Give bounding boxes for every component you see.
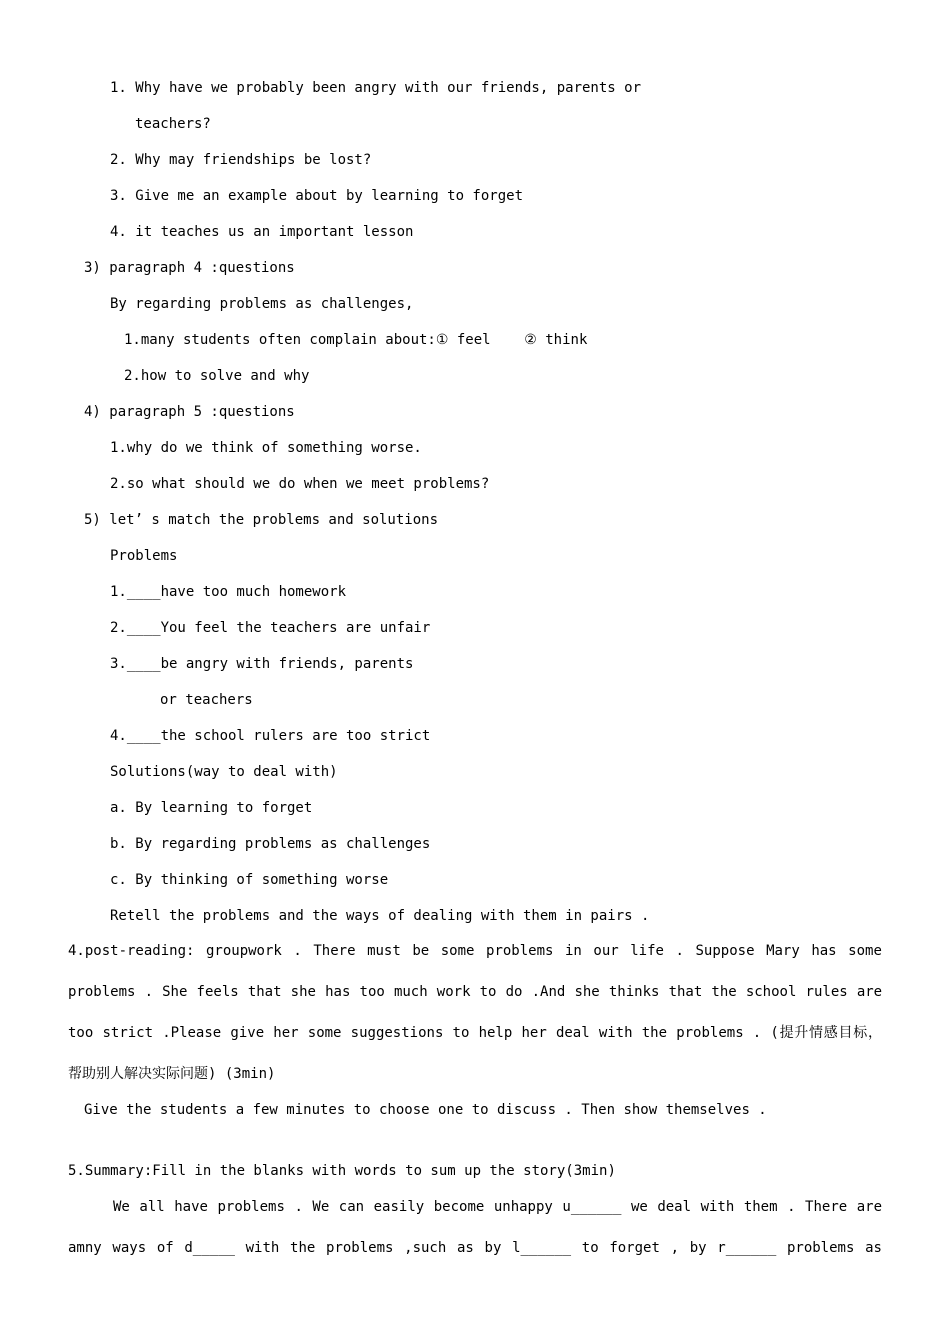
paragraph-5-item-2: 2.so what should we do when we meet problems? — [110, 476, 490, 492]
word: that — [668, 984, 703, 1000]
word: her — [273, 1025, 299, 1041]
word: feels — [196, 984, 239, 1000]
discussion-instruction: Give the students a few minutes to choose one to discuss . Then show themselves . — [84, 1102, 767, 1118]
question-4: 4. it teaches us an important lesson — [110, 224, 414, 240]
problem-4: 4.____the school rulers are too strict — [110, 728, 431, 744]
word: . — [144, 984, 153, 1000]
problem-3-continued: or teachers — [160, 692, 253, 708]
word: to — [452, 1025, 470, 1041]
solutions-label: Solutions(way to deal with) — [110, 764, 338, 780]
word: deal — [555, 1025, 590, 1041]
word: have — [174, 1199, 208, 1215]
word: problems — [786, 1240, 855, 1256]
word: can — [338, 1199, 365, 1215]
word: by — [689, 1240, 707, 1256]
word: are — [856, 1199, 883, 1215]
word: unhappy — [493, 1199, 553, 1215]
word: all — [139, 1199, 165, 1215]
question-1-continued: teachers? — [135, 116, 211, 132]
word: There — [313, 943, 356, 959]
word: amny — [68, 1240, 102, 1256]
word: she — [290, 984, 316, 1000]
word: our — [593, 943, 619, 959]
word: problems — [486, 943, 554, 959]
word: .And — [531, 984, 566, 1000]
word: by — [484, 1240, 502, 1256]
word: them — [743, 1199, 778, 1215]
post-reading-line-3 — [68, 1023, 882, 1043]
word: do — [505, 984, 523, 1000]
paragraph-5-item-1: 1.why do we think of something worse. — [110, 440, 422, 456]
summary-heading: 5.Summary:Fill in the blanks with words to sum up the story(3min) — [68, 1163, 616, 1179]
word: suggestions — [350, 1025, 444, 1041]
word: d_____ — [184, 1240, 235, 1256]
word: l______ — [512, 1240, 572, 1256]
word: help — [478, 1025, 513, 1041]
question-2: 2. Why may friendships be lost? — [110, 152, 372, 168]
word: that — [247, 984, 282, 1000]
word: problems — [68, 984, 136, 1000]
word: We — [312, 1199, 330, 1215]
word: (提升情感目标， — [770, 1025, 882, 1041]
word: problems — [676, 1025, 744, 1041]
word: easily — [373, 1199, 425, 1215]
retell-instruction: Retell the problems and the ways of dealing with them in pairs . — [110, 908, 650, 924]
word: . — [752, 1025, 762, 1041]
word: in — [565, 943, 582, 959]
word: the — [641, 1025, 668, 1041]
word: some — [440, 943, 475, 959]
match-heading: 5) let’ s match the problems and solutions — [84, 512, 439, 528]
word: are — [856, 984, 883, 1000]
paragraph-4-item-2: 2.how to solve and why — [124, 368, 310, 384]
word: give — [230, 1025, 265, 1041]
word: 4.post-reading: — [68, 943, 195, 959]
problem-3: 3.____be angry with friends, parents — [110, 656, 414, 672]
word: to — [479, 984, 497, 1000]
word: . — [787, 1199, 796, 1215]
post-reading-line-4: 帮助别人解决实际问题) (3min) — [68, 1066, 276, 1082]
solution-a: a. By learning to forget — [110, 800, 313, 816]
summary-line-1 — [113, 1197, 882, 1217]
word: has — [811, 943, 837, 959]
problems-label: Problems — [110, 548, 178, 564]
word: the — [290, 1240, 316, 1256]
post-reading-line-1 — [68, 941, 882, 961]
word: thinks — [608, 984, 660, 1000]
word: We — [113, 1199, 130, 1215]
problem-2: 2.____You feel the teachers are unfair — [110, 620, 431, 636]
word: . — [675, 943, 684, 959]
word: too — [68, 1025, 94, 1041]
word: strict — [102, 1025, 154, 1041]
word: groupwork — [205, 943, 282, 959]
word: as — [456, 1240, 474, 1256]
word: we — [630, 1199, 648, 1215]
word: problems — [326, 1240, 394, 1256]
word: of — [156, 1240, 174, 1256]
post-reading-line-2 — [68, 982, 882, 1002]
word: , — [670, 1240, 680, 1256]
word: rules — [805, 984, 848, 1000]
word: Suppose — [695, 943, 755, 959]
word: too — [359, 984, 385, 1000]
word: u______ — [562, 1199, 622, 1215]
word: with — [700, 1199, 735, 1215]
word: as — [865, 1240, 882, 1256]
word: some — [848, 943, 882, 959]
word: deal — [657, 1199, 692, 1215]
problem-1: 1.____have too much homework — [110, 584, 347, 600]
word: work — [436, 984, 471, 1000]
question-1: 1. Why have we probably been angry with our friends, parents or — [110, 80, 642, 96]
word: some — [307, 1025, 342, 1041]
word: .Please — [162, 1025, 222, 1041]
word: be — [412, 943, 430, 959]
word: There — [805, 1199, 848, 1215]
word: . — [294, 1199, 303, 1215]
word: forget — [609, 1240, 660, 1256]
word: ,such — [404, 1240, 447, 1256]
summary-line-2 — [68, 1238, 882, 1258]
word: the — [711, 984, 737, 1000]
word: with — [598, 1025, 633, 1041]
word: . — [293, 943, 302, 959]
paragraph-5-heading: 4) paragraph 5 :questions — [84, 404, 295, 420]
word: ways — [112, 1240, 147, 1256]
word: to — [581, 1240, 599, 1256]
word: problems — [217, 1199, 285, 1215]
word: with — [245, 1240, 280, 1256]
word: She — [162, 984, 188, 1000]
word: become — [433, 1199, 485, 1215]
word: much — [393, 984, 428, 1000]
word: must — [367, 943, 401, 959]
word: her — [521, 1025, 547, 1041]
word: she — [574, 984, 600, 1000]
word: school — [745, 984, 797, 1000]
word: life — [630, 943, 664, 959]
paragraph-4-heading: 3) paragraph 4 :questions — [84, 260, 295, 276]
word: has — [325, 984, 351, 1000]
question-3: 3. Give me an example about by learning to forget — [110, 188, 524, 204]
word: r______ — [717, 1240, 777, 1256]
solution-b: b. By regarding problems as challenges — [110, 836, 431, 852]
solution-c: c. By thinking of something worse — [110, 872, 389, 888]
paragraph-4-item-1: 1.many students often complain about:① feel ② think — [124, 332, 588, 348]
paragraph-4-intro: By regarding problems as challenges, — [110, 296, 414, 312]
word: Mary — [766, 943, 800, 959]
